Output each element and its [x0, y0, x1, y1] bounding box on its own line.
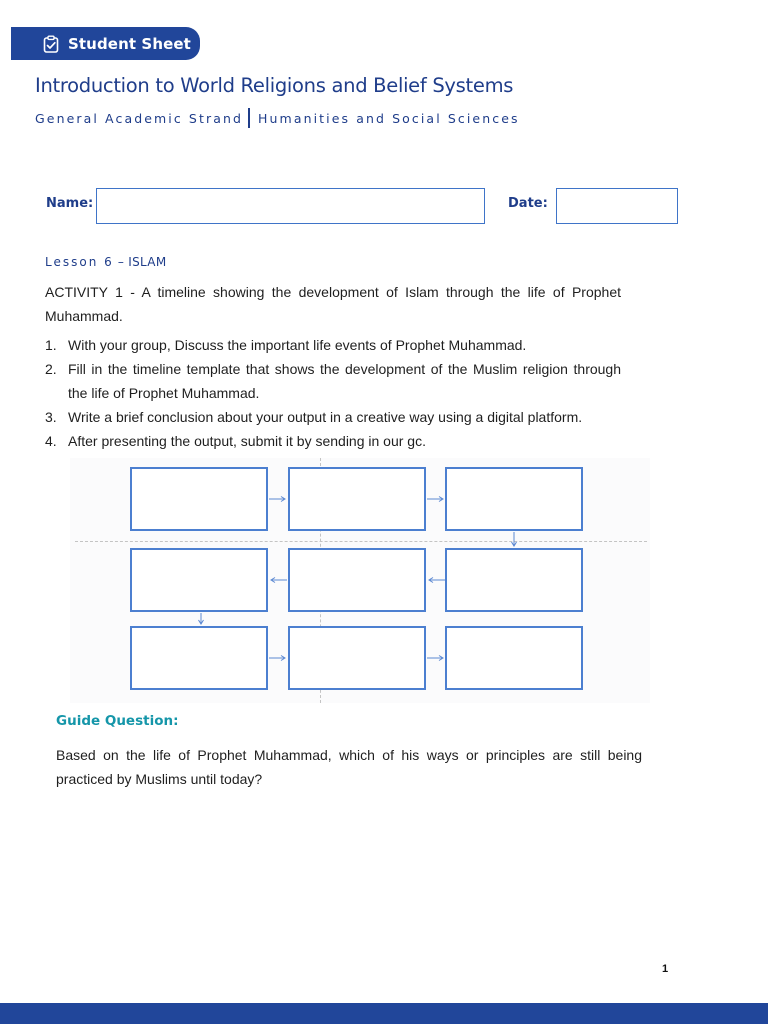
timeline-box-5[interactable]: [288, 548, 426, 612]
arrow-right-icon: [268, 495, 288, 503]
arrow-right-icon: [426, 654, 446, 662]
strand-label: General Academic Strand: [35, 110, 244, 126]
course-subtitle: [35, 108, 520, 128]
arrow-down-icon: [510, 531, 518, 548]
date-field[interactable]: [556, 188, 678, 224]
name-label: Name:: [46, 196, 94, 211]
list-item: 4. After presenting the output, submit it by sending in our gc.: [45, 433, 426, 449]
page-title: Introduction to World Religions and Belief Systems: [35, 74, 514, 97]
track-label: Humanities and Social Sciences: [258, 110, 520, 126]
clipboard-check-icon: [42, 35, 60, 53]
list-item: 1. With your group, Discuss the important life events of Prophet Muhammad.: [45, 337, 527, 353]
timeline-box-7[interactable]: [130, 626, 268, 690]
student-sheet-badge: [11, 27, 200, 60]
activity-description: ACTIVITY 1 - A timeline showing the development of Islam through the life of Prophet Muhammad.: [45, 284, 621, 324]
timeline-box-1[interactable]: [130, 467, 268, 531]
badge-label: Student Sheet: [68, 34, 191, 53]
arrow-left-icon: [426, 576, 446, 584]
lesson-topic: – ISLAM: [113, 255, 167, 269]
timeline-box-4[interactable]: [445, 548, 583, 612]
guide-question-text: Based on the life of Prophet Muhammad, which of his ways or principles are still being practiced by Muslims until today?: [56, 747, 642, 787]
timeline-box-8[interactable]: [288, 626, 426, 690]
page-number: 1: [662, 963, 669, 975]
subtitle-divider: [248, 108, 250, 128]
arrow-right-icon: [268, 654, 288, 662]
timeline-box-3[interactable]: [445, 467, 583, 531]
timeline-box-9[interactable]: [445, 626, 583, 690]
lesson-heading: [45, 255, 166, 269]
guide-question-heading: Guide Question:: [56, 713, 179, 729]
arrow-left-icon: [268, 576, 288, 584]
date-label: Date:: [508, 196, 548, 211]
arrow-down-icon: [197, 612, 205, 626]
instruction-list: [45, 333, 621, 453]
list-item: 2. Fill in the timeline template that shows the development of the Muslim religion through the life of Prophet Muhammad.: [45, 361, 621, 401]
timeline-template: [70, 458, 650, 703]
lesson-number: Lesson 6: [45, 255, 114, 269]
list-item: 3. Write a brief conclusion about your output in a creative way using a digital platform.: [45, 409, 583, 425]
arrow-right-icon: [426, 495, 446, 503]
footer-bar: [0, 1003, 768, 1024]
name-field[interactable]: [96, 188, 485, 224]
timeline-box-2[interactable]: [288, 467, 426, 531]
timeline-box-6[interactable]: [130, 548, 268, 612]
timeline-guide-horizontal: [75, 541, 647, 542]
